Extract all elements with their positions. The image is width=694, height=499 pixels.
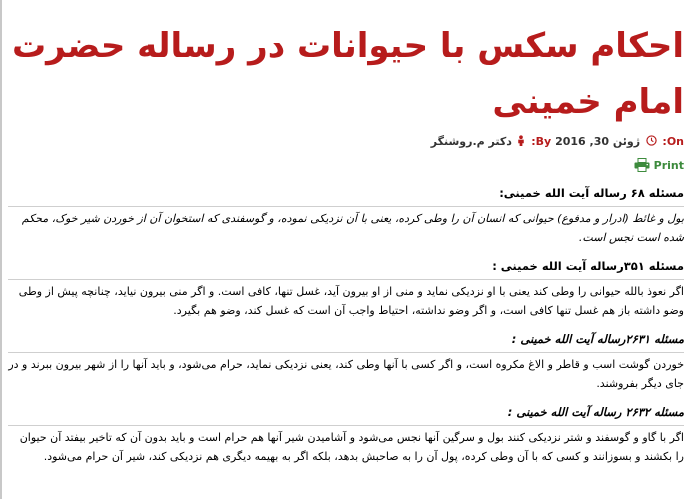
section-2632 <box>8 403 684 466</box>
section-body: اگر با گاو و گوسفند و شتر نزدیکی کنند بول و سرگین آنها نجس می‌شود و آشامیدن شیر آنها هم حرام است و باید بدون آن که تاخیر بیفتد آن حیوان را بکشند و بسوزانند و کسی که با آن وطی کرده، پول آن را به صاحبش بدهد، بلکه اگر به بهیمه دیگری هم نزدیکی کند، شیر آن حرام می‌شود. <box>19 431 684 463</box>
clock-icon <box>642 135 657 148</box>
by-label: By: <box>531 135 552 148</box>
section-body: بول و غائط (ادرار و مدفوع) حیوانی که انسان آن را وطی کرده، یعنی با آن نزدیکی نموده، و گوسفندی که استخوان آن از خوردن شیر خوک، محکم شده است نجس است. <box>21 212 684 244</box>
print-row <box>8 156 684 174</box>
divider <box>8 279 684 280</box>
user-icon <box>514 135 526 148</box>
section-68 <box>8 184 684 247</box>
on-label: On: <box>662 135 684 148</box>
section-body: اگر نعوذ بالله حیوانی را وطی کند یعنی با او نزدیکی نماید و منی از او بیرون آید، غسل تنها، کافی است. و اگر منی بیرون نیاید، چنانچه پیش از وطی وضو داشته باز هم غسل تنها کافی است، و اگر وضو نداشته، احتیاط واجب آن است که غسل کند، وضو هم بگیرد. <box>18 285 684 317</box>
section-351 <box>8 257 684 320</box>
section-2631 <box>8 330 684 393</box>
article-meta <box>8 134 684 150</box>
divider <box>8 425 684 426</box>
divider <box>8 206 684 207</box>
divider <box>8 352 684 353</box>
author-name[interactable]: دکتر م.روشنگر <box>430 135 512 148</box>
print-label: Print <box>653 158 684 172</box>
section-body: خوردن گوشت اسب و قاطر و الاغ مکروه است، و اگر کسی با آنها وطی کند، یعنی نزدیکی نماید، حرام می‌شود، و باید آنها را از شهر بیرون ببرند و در جای دیگر بفروشند. <box>8 358 684 390</box>
article-title: احکام سکس با حیوانات در رساله حضرت امام خمینی <box>12 26 684 122</box>
page-left-border <box>0 0 2 499</box>
section-heading: مسئله ۲۶۳۱رساله آیت الله خمینی : <box>511 332 684 346</box>
section-heading: مسئله ۳۵۱رساله آیت الله خمینی : <box>492 259 684 273</box>
printer-icon <box>634 158 650 172</box>
post-date: ژوئن 30, 2016 <box>555 135 641 148</box>
section-heading: مسئله ۶۸ رساله آیت الله خمینی: <box>499 186 684 200</box>
print-button[interactable] <box>634 156 684 174</box>
article <box>8 0 684 466</box>
section-heading: مسئله ۲۶۳۲ رساله آیت الله خمینی : <box>507 405 684 419</box>
